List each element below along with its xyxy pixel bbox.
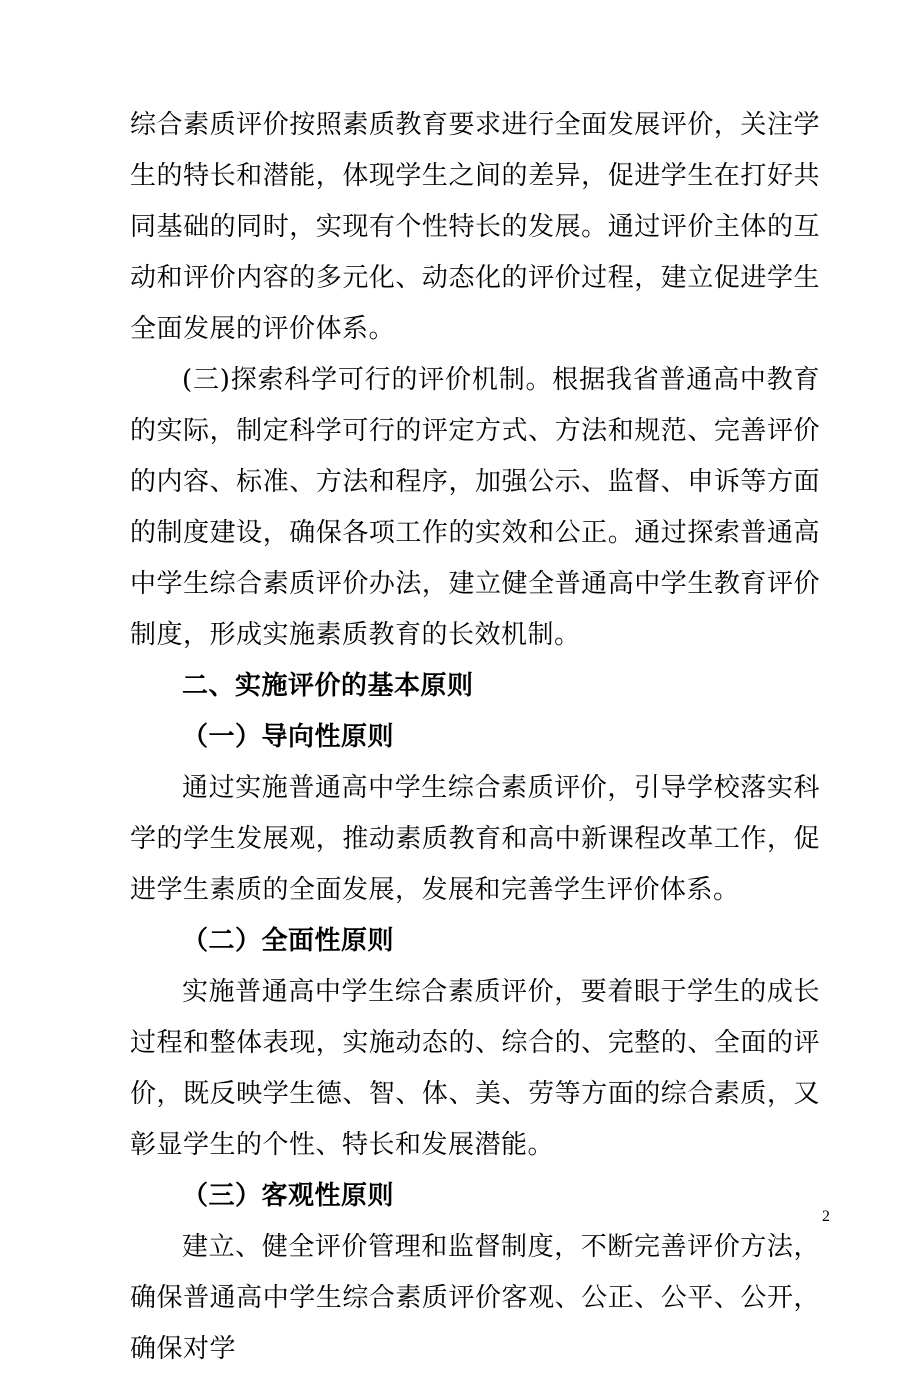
paragraph-guidance-principle: 通过实施普通高中学生综合素质评价，引导学校落实科学的学生发展观，推动素质教育和高中新课程改革工作，促进学生素质的全面发展，发展和完善学生评价体系。	[130, 773, 820, 905]
paragraph-objectivity-principle: 建立、健全评价管理和监督制度，不断完善评价方法，确保普通高中学生综合素质评价客观、公正、公平、公开，确保对学	[130, 1232, 820, 1364]
subheading-objectivity-principle: （三）客观性原则	[182, 1181, 395, 1211]
paragraph-evaluation-mechanism: (三)探索科学可行的评价机制。根据我省普通高中教育的实际，制定科学可行的评定方式、方法和规范、完善评价的内容、标准、方法和程序，加强公示、监督、申诉等方面的制度建设，确保各项工作的实效和公正。通过探索普通高中学生综合素质评价办法，建立健全普通高中学生教育评价制度，形成实施素质教育的长效机制。	[130, 365, 820, 650]
paragraph-comprehensive-evaluation: 综合素质评价按照素质教育要求进行全面发展评价，关注学生的特长和潜能，体现学生之间的差异，促进学生在打好共同基础的同时，实现有个性特长的发展。通过评价主体的互动和评价内容的多元化、动态化的评价过程，建立促进学生全面发展的评价体系。	[130, 110, 820, 344]
subheading-guidance-principle: （一）导向性原则	[182, 722, 395, 752]
page-number: 2	[822, 1208, 830, 1225]
subheading-comprehensive-principle: （二）全面性原则	[182, 926, 395, 956]
section-heading-basic-principles: 二、实施评价的基本原则	[182, 671, 474, 701]
paragraph-comprehensive-principle: 实施普通高中学生综合素质评价，要着眼于学生的成长过程和整体表现，实施动态的、综合的、完整的、全面的评价，既反映学生德、智、体、美、劳等方面的综合素质，又彰显学生的个性、特长和发展潜能。	[130, 977, 820, 1160]
document-body	[130, 100, 820, 1375]
